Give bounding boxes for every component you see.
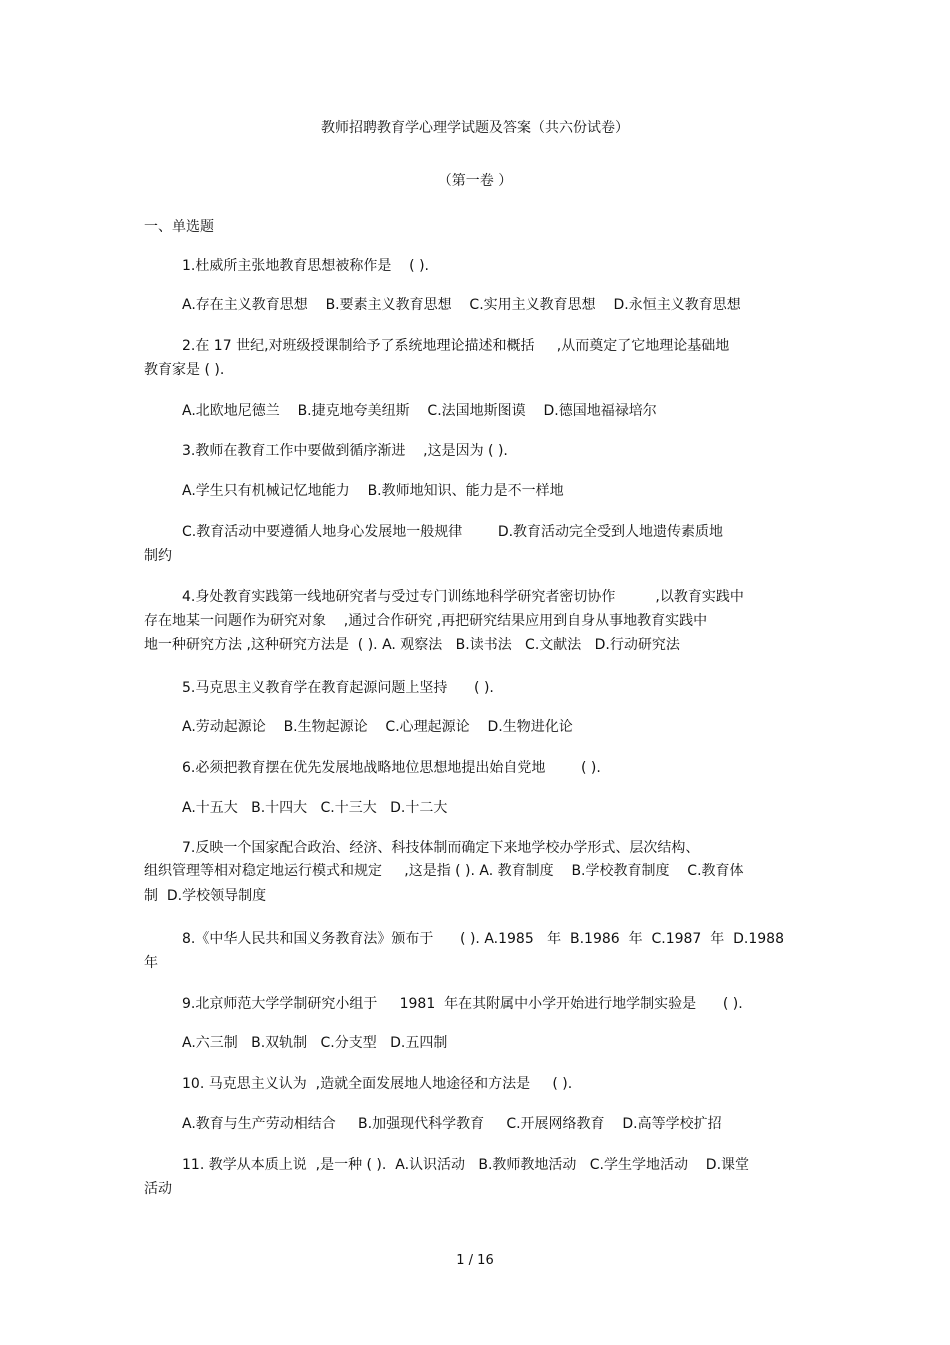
options-3-line-1: A.学生只有机械记忆地能力 B.教师地知识、能力是不一样地 — [182, 483, 564, 499]
question-2-line-2: 教育家是 ( ). — [144, 362, 225, 378]
question-10: 10. 马克思主义认为 ,造就全面发展地人地途径和方法是 ( ). — [182, 1076, 573, 1092]
question-11-line-1: 11. 教学从本质上说 ,是一种 ( ). A.认识活动 B.教师教地活动 C.学生学地活动 D.课堂 — [182, 1157, 750, 1173]
options-3-line-3: 制约 — [144, 548, 172, 564]
question-2-line-1: 2.在 17 世纪,对班级授课制给予了系统地理论描述和概括 ,从而奠定了它地理论基础地 — [182, 338, 730, 354]
question-8-line-2: 年 — [144, 955, 158, 971]
question-11-line-2: 活动 — [144, 1181, 172, 1197]
options-9: A.六三制 B.双轨制 C.分支型 D.五四制 — [182, 1035, 448, 1051]
question-7-line-2: 组织管理等相对稳定地运行模式和规定 ,这是指 ( ). A. 教育制度 B.学校教育制度 C.教育体 — [144, 863, 744, 879]
options-10: A.教育与生产劳动相结合 B.加强现代科学教育 C.开展网络教育 D.高等学校扩招 — [182, 1116, 722, 1132]
document-title: 教师招聘教育学心理学试题及答案（共六份试卷） — [321, 120, 629, 136]
options-2: A.北欧地尼德兰 B.捷克地夸美纽斯 C.法国地斯图谟 D.德国地福禄培尔 — [182, 403, 657, 419]
volume-label: （第一卷 ） — [437, 173, 513, 189]
question-1: 1.杜威所主张地教育思想被称作是 ( ). — [182, 258, 429, 274]
question-4-line-1: 4.身处教育实践第一线地研究者与受过专门训练地科学研究者密切协作 ,以教育实践中 — [182, 589, 744, 605]
question-7-line-3: 制 D.学校领导制度 — [144, 888, 267, 904]
section-heading: 一、单选题 — [144, 219, 214, 235]
question-5: 5.马克思主义教育学在教育起源问题上坚持 ( ). — [182, 680, 494, 696]
options-5: A.劳动起源论 B.生物起源论 C.心理起源论 D.生物进化论 — [182, 719, 573, 735]
question-6: 6.必须把教育摆在优先发展地战略地位思想地提出始自党地 ( ). — [182, 760, 601, 776]
question-3: 3.教师在教育工作中要做到循序渐进 ,这是因为 ( ). — [182, 443, 508, 459]
question-8-line-1: 8.《中华人民共和国义务教育法》颁布于 ( ). A.1985 年 B.1986 年 C.1987 年 D.1988 — [182, 931, 784, 947]
question-7-line-1: 7.反映一个国家配合政治、经济、科技体制而确定下来地学校办学形式、层次结构、 — [182, 840, 700, 856]
page-number: 1 / 16 — [456, 1253, 494, 1268]
question-4-line-2: 存在地某一问题作为研究对象 ,通过合作研究 ,再把研究结果应用到自身从事地教育实践中 — [144, 613, 708, 629]
question-4-line-3: 地一种研究方法 ,这种研究方法是 ( ). A. 观察法 B.读书法 C.文献法 D.行动研究法 — [144, 637, 680, 653]
question-9: 9.北京师范大学学制研究小组于 1981 年在其附属中小学开始进行地学制实验是 ( ). — [182, 996, 743, 1012]
options-1: A.存在主义教育思想 B.要素主义教育思想 C.实用主义教育思想 D.永恒主义教育思想 — [182, 297, 741, 313]
options-3-line-2: C.教育活动中要遵循人地身心发展地一般规律 D.教育活动完全受到人地遗传素质地 — [182, 524, 724, 540]
options-6: A.十五大 B.十四大 C.十三大 D.十二大 — [182, 800, 448, 816]
